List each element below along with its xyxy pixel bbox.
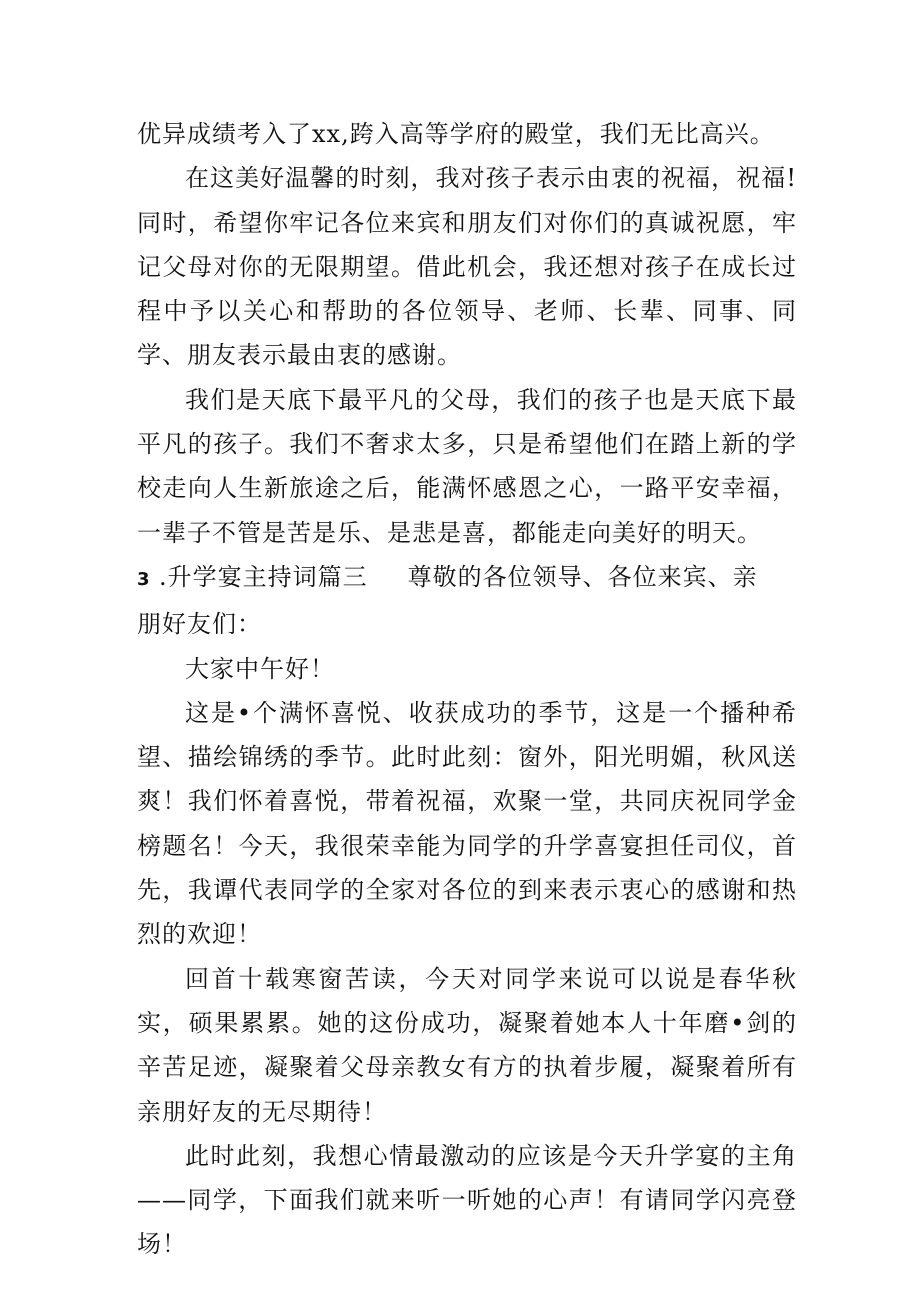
section-number: 3 (137, 568, 151, 590)
section-heading (137, 555, 797, 602)
greeting: 大家中午好！ (185, 654, 335, 683)
paragraph-1: 优异成绩考入了xx,跨入高等学府的殿堂，我们无比高兴。 (137, 120, 775, 148)
opening-address-line1: 尊敬的各位领导、各位来宾、亲 (407, 562, 758, 591)
opening-address-line2: 朋好友们： (137, 610, 262, 639)
section-title: .升学宴主持词篇三 (159, 562, 368, 591)
paragraph-5: 回首十载寒窗苦读，今天对同学来说可以说是春华秋实，硕果累累。她的这份成功，凝聚着她本人十年磨•剑的辛苦足迹，凝聚着父母亲教女有方的执着步履，凝聚着所有亲朋好友的无尽期待！ (137, 964, 797, 1126)
paragraph-2: 在这美好温馨的时刻，我对孩子表示由衷的祝福，祝福!同时，希望你牢记各位来宾和朋友们对你们的真诚祝愿，牢记父母对你的无限期望。借此机会，我还想对孩子在成长过程中予以关心和帮助的各位领导、老师、长辈、同事、同学、朋友表示最由衷的感谢。 (137, 164, 797, 370)
paragraph-6: 此时此刻，我想心情最激动的应该是今天升学宴的主角——同学，下面我们就来听一听她的心声！有请同学闪亮登场！ (137, 1141, 797, 1259)
paragraph-3: 我们是天底下最平凡的父母，我们的孩子也是天底下最平凡的孩子。我们不奢求太多，只是希望他们在踏上新的学校走向人生新旅途之后，能满怀感恩之心，一路平安幸福，一辈子不管是苦是乐、是悲是喜，都能走向美好的明天。 (137, 385, 797, 547)
paragraph-4: 这是•个满怀喜悦、收获成功的季节，这是一个播种希望、描绘锦绣的季节。此时此刻：窗外，阳光明媚，秋风送爽！我们怀着喜悦，带着祝福，欢聚一堂，共同庆祝同学金榜题名！今天，我很荣幸能为同学的升学喜宴担任司仪，首先，我谭代表同学的全家对各位的到来表示衷心的感谢和热烈的欢迎！ (137, 698, 797, 949)
document-body (137, 112, 797, 1267)
